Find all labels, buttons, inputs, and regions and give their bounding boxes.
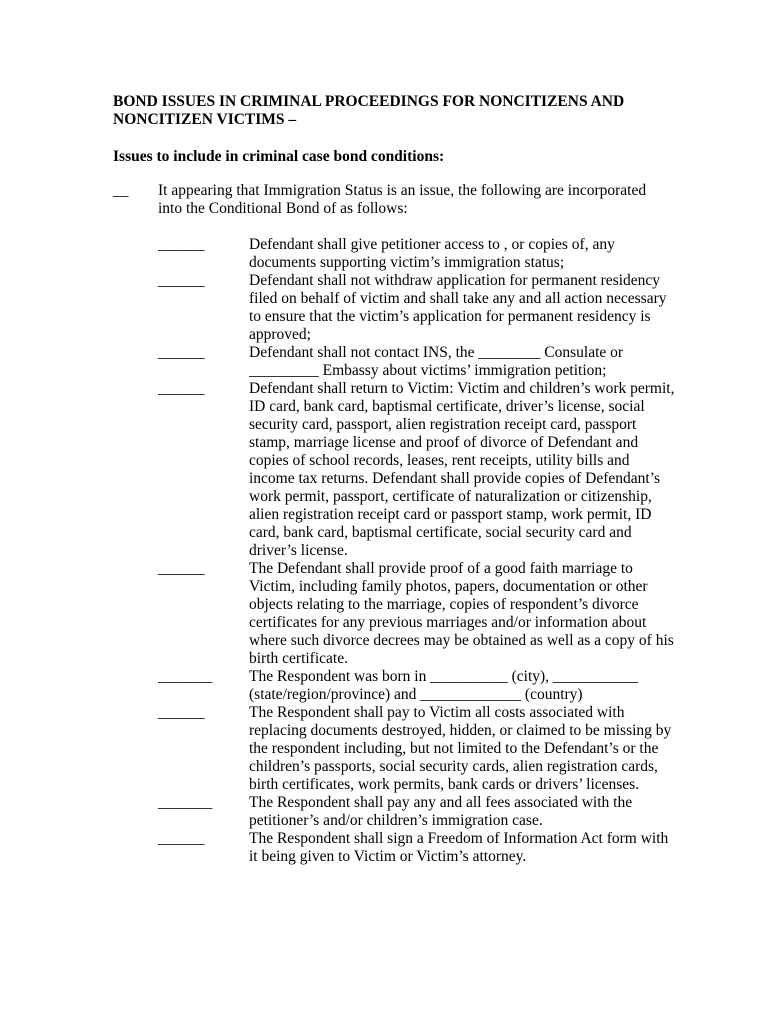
condition-text: The Respondent shall sign a Freedom of Information Act form with it being given to Victim or Victim’s attorney. <box>249 830 669 865</box>
condition-blank-line: ______ <box>158 236 205 253</box>
condition-blank-line: ______ <box>158 830 205 847</box>
condition-text: The Respondent was born in __________ (city), ___________ (state/region/province) and _____________ (country) <box>249 668 639 703</box>
condition-item <box>158 236 678 272</box>
condition-text: Defendant shall not contact INS, the ________ Consulate or _________ Embassy about victims’ immigration petition; <box>249 344 624 379</box>
condition-blank-line: _______ <box>158 794 213 811</box>
condition-item <box>158 830 678 866</box>
condition-text: Defendant shall not withdraw application for permanent residency filed on behalf of victim and shall take any and all action necessary to ensure that the victim’s application for permanent residency is approved; <box>249 272 667 343</box>
condition-item <box>158 380 678 560</box>
condition-blank-line: ______ <box>158 560 205 577</box>
condition-item <box>158 668 678 704</box>
intro-paragraph: It appearing that Immigration Status is an issue, the following are incorporated into the Conditional Bond of as follows: <box>158 182 647 217</box>
condition-text: The Respondent shall pay any and all fees associated with the petitioner’s and/or children’s immigration case. <box>249 794 633 829</box>
condition-text: Defendant shall give petitioner access to , or copies of, any documents supporting victim’s immigration status; <box>249 236 615 271</box>
condition-text: The Defendant shall provide proof of a good faith marriage to Victim, including family photos, papers, documentation or other objects relating to the marriage, copies of respondent’s divorce certificates for any previous marriages and/or information about where such divorce decrees may be obtained as well as a copy of his birth certificate. <box>249 560 674 667</box>
condition-text: Defendant shall return to Victim: Victim and children’s work permit, ID card, bank card, baptismal certificate, driver’s license, social security card, passport, alien registration receipt card, passport stamp, marriage license and proof of divorce of Defendant and copies of school records, leases, rent receipts, utility bills and income tax returns. Defendant shall provide copies of Defendant’s work permit, passport, certificate of naturalization or citizenship, alien registration receipt card or passport stamp, work permit, ID card, bank card, baptismal certificate, social security card and driver’s license. <box>249 380 675 559</box>
intro-blank-line: __ <box>113 182 129 199</box>
condition-blank-line: ______ <box>158 704 205 721</box>
condition-blank-line: _______ <box>158 668 213 685</box>
section-heading: Issues to include in criminal case bond conditions: <box>113 148 445 165</box>
condition-item <box>158 272 678 344</box>
condition-item <box>158 344 678 380</box>
condition-item <box>158 704 678 794</box>
condition-text: The Respondent shall pay to Victim all costs associated with replacing documents destroyed, hidden, or claimed to be missing by the respondent including, but not limited to the Defendant’s or the children’s passports, social security cards, alien registration cards, birth certificates, work permits, bank cards or drivers’ licenses. <box>249 704 672 793</box>
bond-conditions-list <box>158 236 678 866</box>
condition-blank-line: ______ <box>158 272 205 289</box>
condition-blank-line: ______ <box>158 380 205 397</box>
condition-item <box>158 560 678 668</box>
document-title: BOND ISSUES IN CRIMINAL PROCEEDINGS FOR NONCITIZENS AND NONCITIZEN VICTIMS – <box>113 93 625 128</box>
condition-blank-line: ______ <box>158 344 205 361</box>
condition-item <box>158 794 678 830</box>
